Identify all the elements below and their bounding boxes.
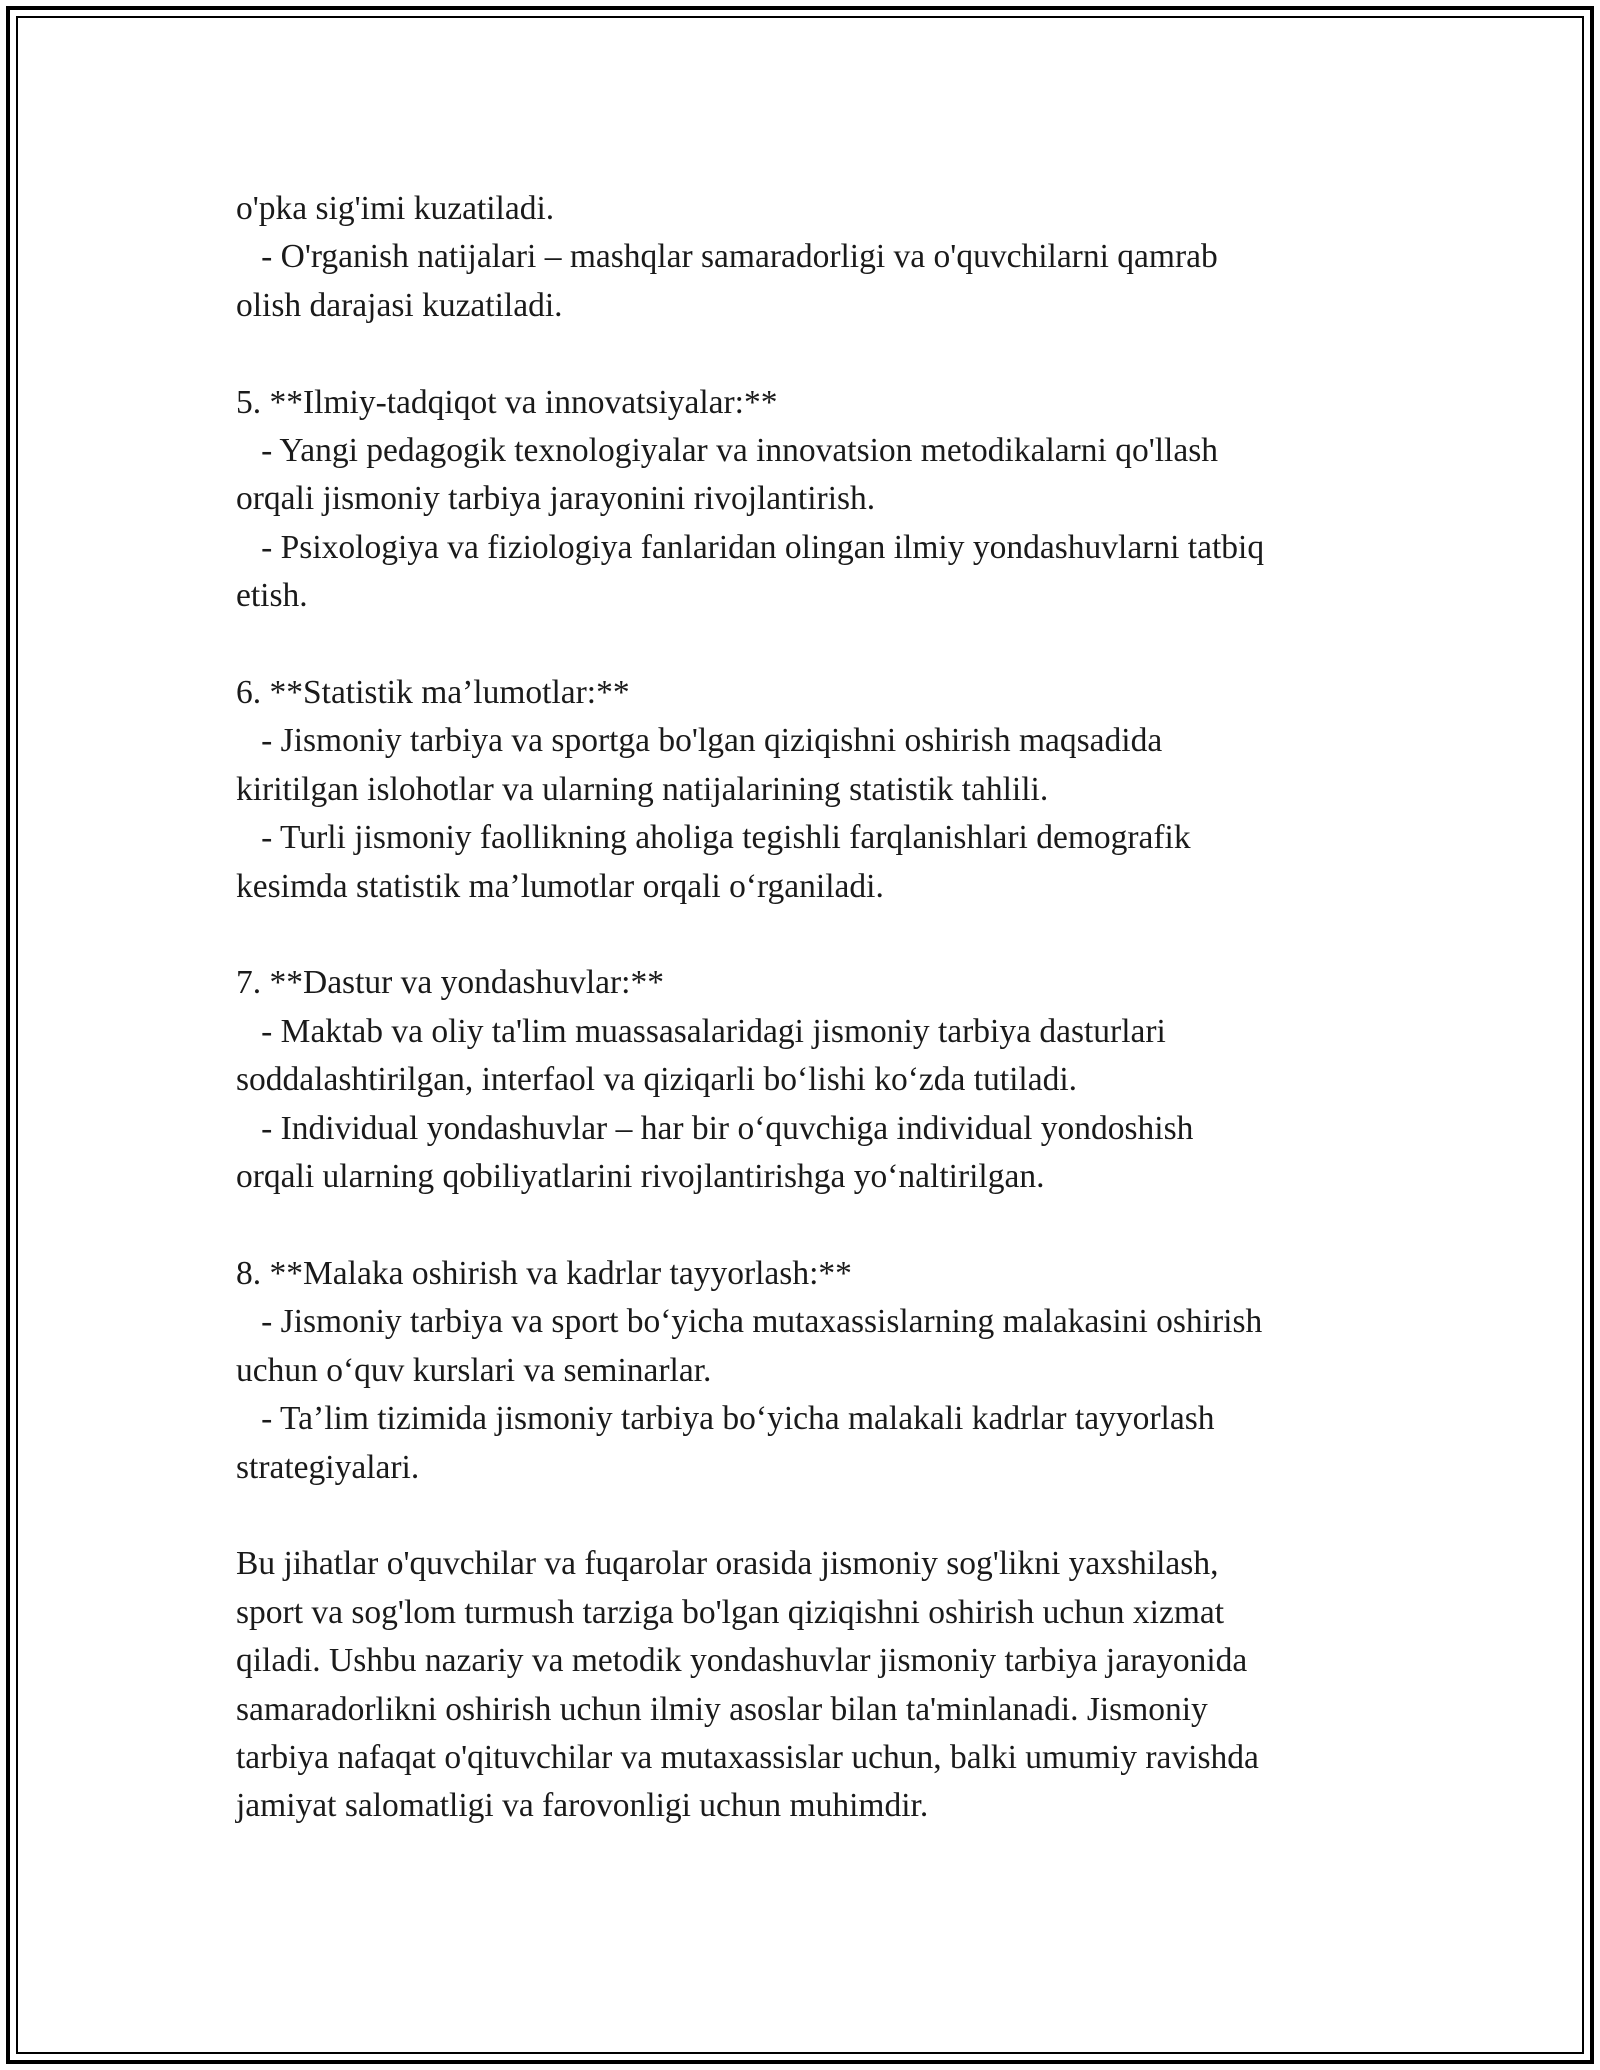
section-heading: 5. **Ilmiy-tadqiqot va innovatsiyalar:** <box>236 383 778 421</box>
text-line: - Individual yondashuvlar – har bir o‘quvchiga individual yondoshish <box>236 1109 1194 1147</box>
text-line: sport va sog'lom turmush tarziga bo'lgan qiziqishni oshirish uchun xizmat <box>236 1593 1225 1631</box>
text-line: strategiyalari. <box>236 1448 420 1486</box>
text-line: orqali jismoniy tarbiya jarayonini rivojlantirish. <box>236 480 876 518</box>
text-line: orqali ularning qobiliyatlarini rivojlantirishga yo‘naltirilgan. <box>236 1158 1045 1196</box>
text-line: - O'rganish natijalari – mashqlar samaradorligi va o'quvchilarni qamrab <box>236 238 1218 276</box>
paragraph-gap <box>236 330 1396 378</box>
text-line: Bu jihatlar o'quvchilar va fuqarolar orasida jismoniy sog'likni yaxshilash, <box>236 1545 1219 1583</box>
text-line: - Jismoniy tarbiya va sport bo‘yicha mutaxassislarning malakasini oshirish <box>236 1303 1263 1341</box>
paragraph-gap <box>236 621 1396 669</box>
text-line: kiritilgan islohotlar va ularning natijalarining statistik tahlili. <box>236 770 1049 808</box>
section-heading: 8. **Malaka oshirish va kadrlar tayyorlash:** <box>236 1254 852 1292</box>
text-line: samaradorlikni oshirish uchun ilmiy asoslar bilan ta'minlanadi. Jismoniy <box>236 1690 1208 1728</box>
text-line: - Psixologiya va fiziologiya fanlaridan olingan ilmiy yondashuvlarni tatbiq <box>236 528 1265 566</box>
section-heading: 6. **Statistik ma’lumotlar:** <box>236 674 630 712</box>
text-line: kesimda statistik ma’lumotlar orqali o‘rganiladi. <box>236 867 884 905</box>
text-line: tarbiya nafaqat o'qituvchilar va mutaxassislar uchun, balki umumiy ravishda <box>236 1738 1259 1776</box>
text-line: uchun o‘quv kurslari va seminarlar. <box>236 1351 712 1389</box>
text-line: jamiyat salomatligi va farovonligi uchun muhimdir. <box>236 1787 929 1825</box>
text-line: qiladi. Ushbu nazariy va metodik yondashuvlar jismoniy tarbiya jarayonida <box>236 1642 1248 1680</box>
text-line: olish darajasi kuzatiladi. <box>236 286 563 324</box>
text-line: o'pka sig'imi kuzatiladi. <box>236 190 555 227</box>
paragraph-gap <box>236 1492 1396 1540</box>
text-line: - Turli jismoniy faollikning aholiga tegishli farqlanishlari demografik <box>236 819 1191 857</box>
paragraph-gap <box>236 1201 1396 1249</box>
text-line: - Ta’lim tizimida jismoniy tarbiya bo‘yicha malakali kadrlar tayyorlash <box>236 1400 1215 1438</box>
text-line: - Maktab va oliy ta'lim muassasalaridagi jismoniy tarbiya dasturlari <box>236 1012 1166 1050</box>
text-line: etish. <box>236 577 308 615</box>
document-body <box>236 185 1396 1831</box>
text-line: - Jismoniy tarbiya va sportga bo'lgan qiziqishni oshirish maqsadida <box>236 722 1163 760</box>
text-line: - Yangi pedagogik texnologiyalar va innovatsion metodikalarni qo'llash <box>236 432 1219 470</box>
text-line: soddalashtirilgan, interfaol va qiziqarli bo‘lishi ko‘zda tutiladi. <box>236 1061 1078 1099</box>
paragraph-gap <box>236 911 1396 959</box>
section-heading: 7. **Dastur va yondashuvlar:** <box>236 964 664 1002</box>
